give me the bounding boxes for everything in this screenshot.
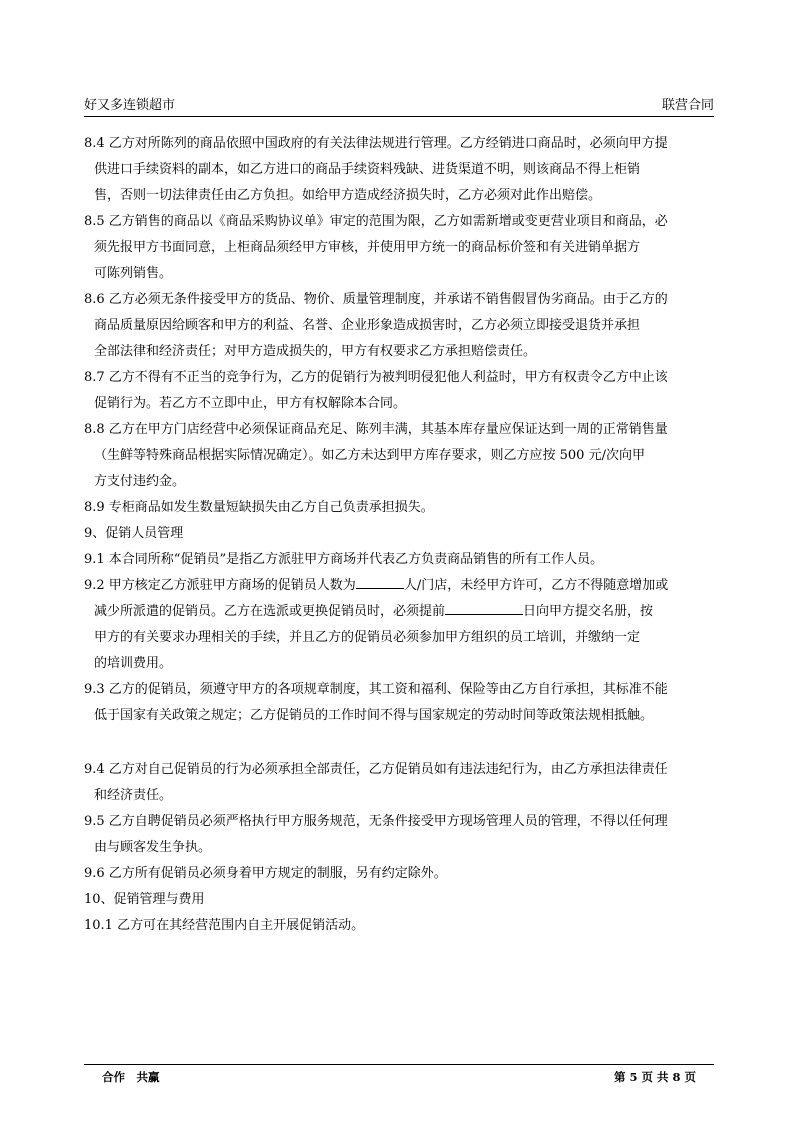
text-fragment: 人/门店，未经甲方许可，乙方不得随意增加或 <box>403 578 669 593</box>
text-line: 9.4 乙方对自己促销员的行为必须承担全部责任，乙方促销员如有违法违纪行为，由乙方承担法律责任 <box>84 762 668 777</box>
text-fragment: 日向甲方提交名册，按 <box>523 604 654 619</box>
text-line <box>84 573 720 599</box>
text-line: 9.5 乙方自聘促销员必须严格执行甲方服务规范，无条件接受甲方现场管理人员的管理，不得以任何理 <box>84 814 668 829</box>
section-title: 9、促销人员管理 <box>84 526 184 541</box>
text-line: 8.9 专柜商品如发生数量短缺损失由乙方自己负责承担损失。 <box>84 500 434 515</box>
clause-9-3 <box>84 677 720 729</box>
text-line: 由与顾客发生争执。 <box>94 840 212 855</box>
clause-9-2 <box>84 573 720 677</box>
clause-8-9 <box>84 495 720 521</box>
footer-slogan: 合作 共赢 <box>102 1070 160 1084</box>
clause-8-4 <box>84 131 720 209</box>
promoter-count-blank <box>356 574 404 589</box>
clause-10-1 <box>84 913 720 939</box>
text-line: 8.8 乙方在甲方门店经营中必须保证商品充足、陈列丰满，其基本库存量应保证达到一周的正常销售量 <box>84 422 668 437</box>
text-line <box>84 599 720 625</box>
section-title: 10、促销管理与费用 <box>84 892 205 907</box>
contract-body <box>84 131 720 939</box>
company-name: 好又多连锁超市 <box>84 98 176 113</box>
text-line: 可陈列销售。 <box>94 266 173 281</box>
text-line: 10.1 乙方可在其经营范围内自主开展促销活动。 <box>84 918 365 933</box>
clause-9-4 <box>84 757 720 809</box>
days-in-advance-blank <box>445 600 523 615</box>
text-line: 供进口手续资料的副本，如乙方进口的商品手续资料残缺、进货渠道不明，则该商品不得上柜销 <box>94 162 641 177</box>
text-line: 售，否则一切法律责任由乙方负担。如给甲方造成经济损失时，乙方必须对此作出赔偿。 <box>94 188 602 203</box>
text-line: 须先报甲方书面同意，上柜商品须经甲方审核，并使用甲方统一的商品标价签和有关进销单据方 <box>94 240 641 255</box>
page-number: 第 5 页 共 8 页 <box>613 1070 696 1084</box>
text-line: 甲方的有关要求办理相关的手续，并且乙方的促销员必须参加甲方组织的员工培训，并缴纳一定 <box>94 630 641 645</box>
text-line: 8.5 乙方销售的商品以《商品采购协议单》审定的范围为限，乙方如需新增或变更营业项目和商品，必 <box>84 214 668 229</box>
text-line: 全部法律和经济责任；对甲方造成损失的，甲方有权要求乙方承担赔偿责任。 <box>94 344 537 359</box>
text-fragment: 减少所派遣的促销员。乙方在选派或更换促销员时，必须提前 <box>94 604 446 619</box>
text-line: 9.6 乙方所有促销员必须身着甲方规定的制服，另有约定除外。 <box>84 866 447 881</box>
clause-8-8 <box>84 417 720 495</box>
text-line: 和经济责任。 <box>94 788 173 803</box>
page-footer <box>84 1064 714 1084</box>
text-line: 低于国家有关政策之规定；乙方促销员的工作时间不得与国家规定的劳动时间等政策法规相抵触。 <box>94 708 654 723</box>
section-9-heading <box>84 521 720 547</box>
spacer <box>84 729 720 757</box>
text-line: 促销行为。若乙方不立即中止，甲方有权解除本合同。 <box>94 396 407 411</box>
text-line: 的培训费用。 <box>94 656 173 671</box>
text-line: 商品质量原因给顾客和甲方的利益、名誉、企业形象造成损害时，乙方必须立即接受退货并承担 <box>94 318 641 333</box>
document-type: 联营合同 <box>661 98 714 113</box>
clause-8-5 <box>84 209 720 287</box>
clause-8-6 <box>84 287 720 365</box>
text-line: 9.3 乙方的促销员，须遵守甲方的各项规章制度，其工资和福利、保险等由乙方自行承担，其标准不能 <box>84 682 668 697</box>
section-10-heading <box>84 887 720 913</box>
text-line: 9.1 本合同所称“促销员”是指乙方派驻甲方商场并代表乙方负责商品销售的所有工作人员。 <box>84 552 604 567</box>
text-line: 8.7 乙方不得有不正当的竞争行为，乙方的促销行为被判明侵犯他人利益时，甲方有权责令乙方中止该 <box>84 370 668 385</box>
clause-9-5 <box>84 809 720 861</box>
text-line: 8.4 乙方对所陈列的商品依照中国政府的有关法律法规进行管理。乙方经销进口商品时，必须向甲方提 <box>84 136 668 151</box>
text-fragment: 9.2 甲方核定乙方派驻甲方商场的促销员人数为 <box>84 578 356 593</box>
clause-9-1 <box>84 547 720 573</box>
page-header <box>84 94 714 117</box>
clause-9-6 <box>84 861 720 887</box>
text-line: 8.6 乙方必须无条件接受甲方的货品、物价、质量管理制度，并承诺不销售假冒伪劣商品。由于乙方的 <box>84 292 668 307</box>
text-line: 方支付违约金。 <box>94 474 186 489</box>
text-line: （生鲜等特殊商品根据实际情况确定）。如乙方未达到甲方库存要求，则乙方应按 500 元/次向甲 <box>94 448 645 463</box>
clause-8-7 <box>84 365 720 417</box>
